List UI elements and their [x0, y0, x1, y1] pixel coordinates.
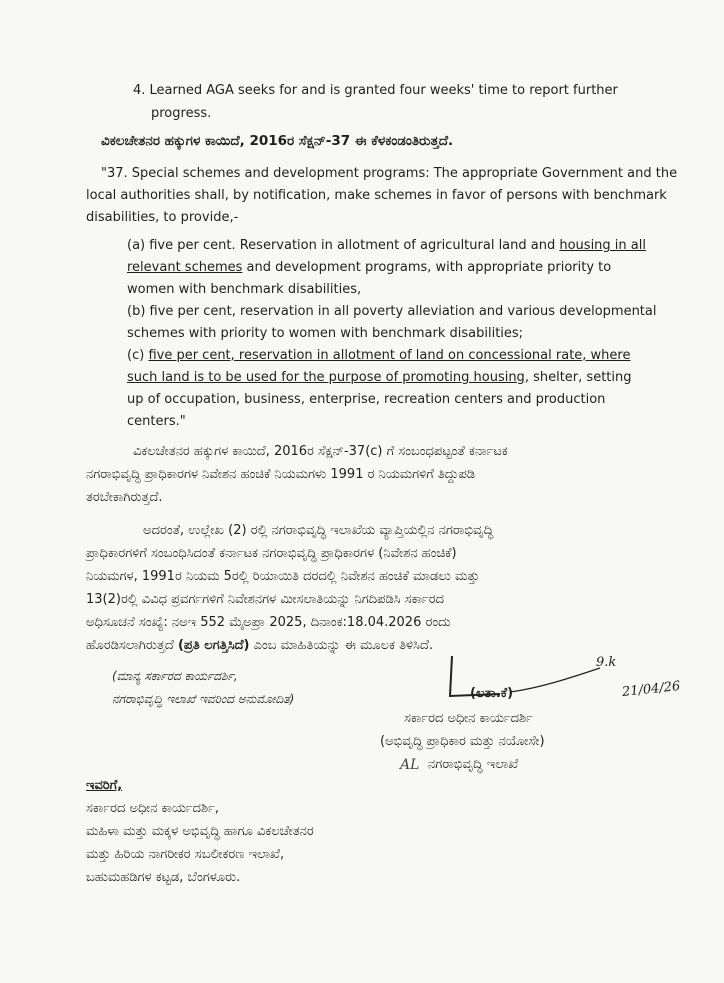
clause-c-line-4: centers.": [127, 414, 186, 429]
para2-line-4: 13(2)ರಲ್ಲಿ ವಿವಿಧ ಪ್ರವರ್ಗಗಳಿಗೆ ನಿವೇಶನಗಳ ಮೀಸಲಾತಿಯನ್ನು ನಿಗದಿಪಡಿಸಿ ಸರ್ಕಾರದ: [86, 592, 445, 607]
para1-line-1: ವಿಕಲಚೇತನರ ಹಕ್ಕುಗಳ ಕಾಯಿದೆ, 2016ರ ಸೆಕ್ಷನ್-37(c) ಗೆ ಸಂಬಂಧಪಟ್ಟಂತೆ ಕರ್ನಾಟಕ: [133, 444, 508, 459]
clause-c-line-2: [127, 367, 632, 389]
clause-c-underlined: five per cent, reservation in allotment of land on concessional rate, where: [148, 348, 631, 363]
item-4-text-1: Learned AGA seeks for and is granted four weeks' time to report further: [149, 83, 618, 98]
clause-a-line-1: [127, 235, 646, 257]
signatory-designation-2: (ಅಭಿವೃದ್ಧಿ ಪ್ರಾಧಿಕಾರ ಮತ್ತು ನಯೋಸೇ): [380, 734, 545, 749]
initials-mark: AL: [400, 757, 420, 773]
clause-c-prefix: (c): [127, 348, 149, 363]
clause-c-line-1: [127, 345, 630, 367]
signature-initials: 9.k: [596, 655, 617, 670]
clause-a-underlined: housing in all: [559, 238, 646, 253]
item-4-text-2: progress.: [151, 106, 212, 121]
signature-date: 21/04/26: [621, 678, 682, 701]
quote-intro-2: local authorities shall, by notification, make schemes in favor of persons with benchmark: [86, 188, 667, 203]
quote-intro-3: disabilities, to provide,-: [86, 210, 239, 225]
addressee-heading: ಇವರಿಗೆ,: [86, 778, 123, 793]
clause-a-line-3: women with benchmark disabilities,: [127, 282, 362, 297]
addressee-line-4: ಬಹುಮಹಡಿಗಳ ಕಟ್ಟಡ, ಬೆಂಗಳೂರು.: [86, 870, 241, 885]
signatory-designation-1: ಸರ್ಕಾರದ ಅಧೀನ ಕಾರ್ಯದರ್ಶಿ: [404, 711, 533, 726]
item-4-line-1: [133, 80, 618, 102]
clause-c-text-2: , shelter, setting: [524, 370, 632, 385]
para2-line-3: ನಿಯಮಗಳ, 1991ರ ನಿಯಮ 5ರಲ್ಲಿ ರಿಯಾಯಿತಿ ದರದಲ್ಲಿ ನಿವೇಶನ ಹಂಚಿಕೆ ಮಾಡಲು ಮತ್ತು: [86, 569, 480, 584]
clause-a-text-2: and development programs, with appropriate priority to: [242, 260, 612, 275]
para2-line-6-tail: ಎಂಬ ಮಾಹಿತಿಯನ್ನು ಈ ಮೂಲಕ ತಿಳಿಸಿದೆ.: [249, 638, 433, 653]
clause-c-line-3: up of occupation, business, enterprise, recreation centers and production: [127, 392, 606, 407]
clause-a-line-2: [127, 257, 611, 279]
para1-line-2: ನಗರಾಭಿವೃದ್ಧಿ ಪ್ರಾಧಿಕಾರಗಳ ನಿವೇಶನ ಹಂಚಿಕೆ ನಿಯಮಗಳು 1991 ರ ನಿಯಮಗಳಿಗೆ ತಿದ್ದುಪಡಿ: [86, 467, 476, 482]
para2-line-6-text: ಹೊರಡಿಸಲಾಗಿರುತ್ತದೆ: [86, 638, 178, 653]
quote-intro-1: "37. Special schemes and development programs: The appropriate Government and the: [101, 166, 678, 181]
signatory-name: (ಲತಾ.ಕೆ): [470, 686, 514, 701]
item-4-number: 4.: [133, 83, 146, 98]
addressee-line-2: ಮಹಿಳಾ ಮತ್ತು ಮಕ್ಕಳ ಅಭಿವೃದ್ಧಿ ಹಾಗೂ ವಿಕಲಚೇತನರ: [86, 824, 314, 839]
clause-a-text: (a) five per cent. Reservation in allotment of agricultural land and: [127, 238, 560, 253]
section-heading: ವಿಕಲಚೇತನರ ಹಕ್ಕುಗಳ ಕಾಯಿದೆ, 2016ರ ಸೆಕ್ಷನ್-37 ಈ ಕೆಳಕಂಡಂತಿರುತ್ತದೆ.: [101, 133, 454, 149]
clause-a-underlined-2: relevant schemes: [127, 260, 243, 275]
para2-line-2: ಪ್ರಾಧಿಕಾರಗಳಿಗೆ ಸಂಬಂಧಿಸಿದಂತೆ ಕರ್ನಾಟಕ ನಗರಾಭಿವೃದ್ಧಿ ಪ್ರಾಧಿಕಾರಗಳ (ನಿವೇಶನ ಹಂಚಿಕೆ): [86, 546, 457, 561]
signatory-designation-3: ನಗರಾಭಿವೃದ್ಧಿ ಇಲಾಖೆ: [428, 757, 519, 772]
clause-b-line-2: schemes with priority to women with benchmark disabilities;: [127, 326, 524, 341]
attachment-note: (ಪ್ರತಿ ಲಗತ್ತಿಸಿದೆ): [177, 638, 250, 653]
approval-line-1: (ಮಾನ್ಯ ಸರ್ಕಾರದ ಕಾರ್ಯದರ್ಶಿ,: [112, 669, 238, 683]
approval-line-2: ನಗರಾಭಿವೃದ್ಧಿ ಇಲಾಖೆ ಇವರಿಂದ ಅನುಮೋದಿತ): [112, 692, 295, 706]
para1-line-3: ತರಬೇಕಾಗಿರುತ್ತದೆ.: [86, 490, 163, 505]
clause-b-line-1: (b) five per cent, reservation in all poverty alleviation and various developmental: [127, 304, 657, 319]
para2-line-1: ಅದರಂತೆ, ಉಲ್ಲೇಖ (2) ರಲ್ಲಿ ನಗರಾಭಿವೃದ್ಧಿ ಇಲಾಖೆಯ ವ್ಯಾಪ್ತಿಯಲ್ಲಿನ ನಗರಾಭಿವೃದ್ಧಿ: [143, 523, 494, 538]
clause-c-underlined-2: such land is to be used for the purpose of promoting housing: [127, 370, 525, 385]
para2-line-5: ಅಧಿಸೂಚನೆ ಸಂಖ್ಯೆ: ನಅಇ 552 ಮೈಅಪ್ರಾ 2025, ದಿನಾಂಕ:18.04.2026 ರಂದು: [86, 615, 451, 630]
para2-line-6: [86, 634, 433, 657]
addressee-line-3: ಮತ್ತು ಹಿರಿಯ ನಾಗರೀಕರ ಸಬಲೀಕರಣ ಇಲಾಖೆ,: [86, 847, 285, 862]
addressee-line-1: ಸರ್ಕಾರದ ಅಧೀನ ಕಾರ್ಯದರ್ಶಿ,: [86, 801, 220, 816]
